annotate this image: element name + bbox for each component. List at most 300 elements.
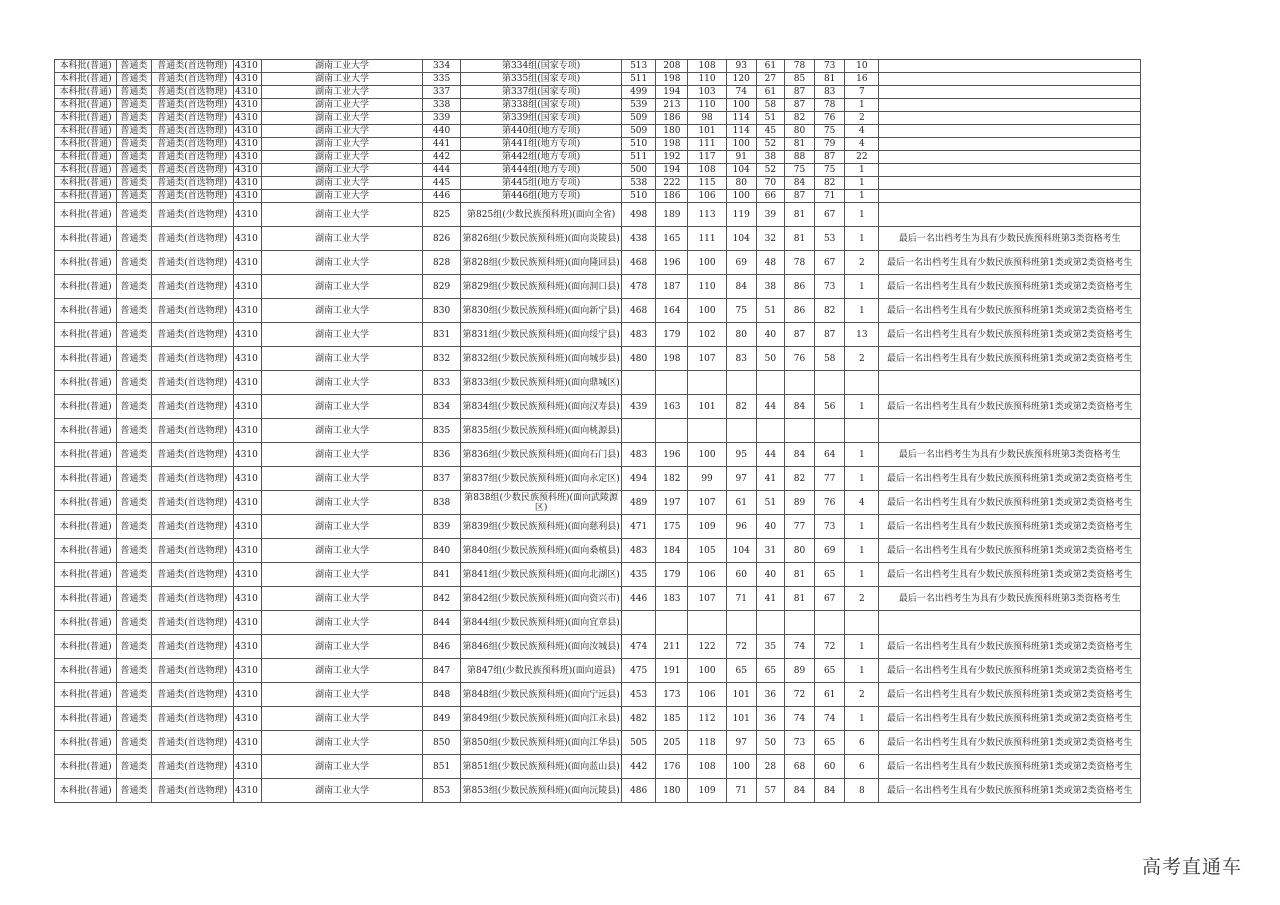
cell-elective-score: 70 [756, 177, 784, 190]
cell-elective-score: 51 [756, 112, 784, 125]
cell-total-score: 446 [622, 587, 656, 611]
cell-remark [879, 164, 1141, 177]
cell-foreign-lang-score: 103 [688, 86, 726, 99]
cell-elective-score: 45 [756, 125, 784, 138]
cell-category: 普通类 [117, 395, 151, 419]
cell-rank-b [815, 611, 845, 635]
cell-chinese-math-score: 189 [656, 203, 688, 227]
cell-preferred-subject-score: 97 [726, 731, 756, 755]
table-row [55, 731, 1141, 755]
cell-preferred-subject-score [726, 611, 756, 635]
cell-school-name: 湖南工业大学 [262, 491, 423, 515]
cell-rank-a: 74 [784, 707, 814, 731]
cell-batch: 本科批(普通) [55, 190, 117, 203]
cell-foreign-lang-score: 102 [688, 323, 726, 347]
cell-chinese-math-score: 186 [656, 190, 688, 203]
table-row [55, 190, 1141, 203]
cell-rank-b: 67 [815, 587, 845, 611]
cell-group-name: 第836组(少数民族预科班)(面向石门县) [461, 443, 622, 467]
cell-rank-b: 82 [815, 299, 845, 323]
cell-total-score: 438 [622, 227, 656, 251]
cell-elective-score [756, 611, 784, 635]
cell-remark: 最后一名出档考生具有少数民族预科班第1类或第2类资格考生 [879, 683, 1141, 707]
cell-school-code: 4310 [233, 539, 261, 563]
cell-preferred-subject-score: 82 [726, 395, 756, 419]
cell-rank-a: 84 [784, 177, 814, 190]
cell-school-name: 湖南工业大学 [262, 563, 423, 587]
cell-rank-b: 73 [815, 515, 845, 539]
cell-remark: 最后一名出档考生为具有少数民族预科班第3类资格考生 [879, 227, 1141, 251]
cell-chinese-math-score: 180 [656, 779, 688, 803]
cell-category: 普通类 [117, 138, 151, 151]
cell-school-code: 4310 [233, 755, 261, 779]
cell-category: 普通类 [117, 99, 151, 112]
cell-rank-b: 61 [815, 683, 845, 707]
cell-remark: 最后一名出档考生具有少数民族预科班第1类或第2类资格考生 [879, 323, 1141, 347]
cell-remark: 最后一名出档考生具有少数民族预科班第1类或第2类资格考生 [879, 755, 1141, 779]
cell-subject-type: 普通类(首选物理) [151, 125, 233, 138]
cell-elective-score: 35 [756, 635, 784, 659]
cell-preferred-subject-score: 95 [726, 443, 756, 467]
cell-subject-type: 普通类(首选物理) [151, 515, 233, 539]
cell-subject-type: 普通类(首选物理) [151, 443, 233, 467]
cell-total-score: 511 [622, 151, 656, 164]
cell-school-name: 湖南工业大学 [262, 515, 423, 539]
cell-remark: 最后一名出档考生具有少数民族预科班第1类或第2类资格考生 [879, 707, 1141, 731]
cell-category: 普通类 [117, 707, 151, 731]
table-row [55, 419, 1141, 443]
cell-chinese-math-score: 183 [656, 587, 688, 611]
cell-subject-type: 普通类(首选物理) [151, 203, 233, 227]
cell-rank-b: 76 [815, 112, 845, 125]
cell-group-name: 第838组(少数民族预科班)(面向武陵源区) [461, 491, 622, 515]
cell-batch: 本科批(普通) [55, 683, 117, 707]
table-row [55, 347, 1141, 371]
cell-category: 普通类 [117, 491, 151, 515]
cell-preferred-subject-score: 114 [726, 112, 756, 125]
cell-total-score [622, 611, 656, 635]
table-row [55, 125, 1141, 138]
cell-elective-score: 38 [756, 275, 784, 299]
cell-school-name: 湖南工业大学 [262, 347, 423, 371]
cell-elective-score: 61 [756, 86, 784, 99]
cell-elective-score [756, 371, 784, 395]
cell-rank-b: 69 [815, 539, 845, 563]
cell-chinese-math-score: 222 [656, 177, 688, 190]
cell-school-name: 湖南工业大学 [262, 443, 423, 467]
cell-count: 6 [845, 731, 879, 755]
cell-foreign-lang-score: 99 [688, 467, 726, 491]
cell-elective-score: 50 [756, 347, 784, 371]
cell-group-code: 834 [423, 395, 461, 419]
cell-rank-a: 78 [784, 60, 814, 73]
cell-group-name: 第840组(少数民族预科班)(面向桑植县) [461, 539, 622, 563]
cell-foreign-lang-score: 122 [688, 635, 726, 659]
cell-batch: 本科批(普通) [55, 419, 117, 443]
cell-count: 1 [845, 443, 879, 467]
cell-school-code: 4310 [233, 779, 261, 803]
cell-total-score: 509 [622, 125, 656, 138]
cell-school-code: 4310 [233, 125, 261, 138]
cell-rank-b: 78 [815, 99, 845, 112]
cell-remark: 最后一名出档考生具有少数民族预科班第1类或第2类资格考生 [879, 347, 1141, 371]
cell-preferred-subject-score: 80 [726, 323, 756, 347]
cell-chinese-math-score: 185 [656, 707, 688, 731]
cell-elective-score: 52 [756, 164, 784, 177]
cell-foreign-lang-score: 113 [688, 203, 726, 227]
cell-rank-a: 77 [784, 515, 814, 539]
cell-school-name: 湖南工业大学 [262, 112, 423, 125]
cell-foreign-lang-score: 118 [688, 731, 726, 755]
cell-rank-a: 73 [784, 731, 814, 755]
cell-remark [879, 125, 1141, 138]
cell-school-name: 湖南工业大学 [262, 227, 423, 251]
cell-rank-a: 85 [784, 73, 814, 86]
cell-group-code: 853 [423, 779, 461, 803]
table-row [55, 73, 1141, 86]
cell-batch: 本科批(普通) [55, 151, 117, 164]
cell-batch: 本科批(普通) [55, 659, 117, 683]
cell-elective-score: 51 [756, 299, 784, 323]
cell-group-code: 826 [423, 227, 461, 251]
cell-group-name: 第832组(少数民族预科班)(面向城步县) [461, 347, 622, 371]
cell-count: 13 [845, 323, 879, 347]
cell-preferred-subject-score: 60 [726, 563, 756, 587]
cell-school-code: 4310 [233, 164, 261, 177]
cell-foreign-lang-score: 100 [688, 659, 726, 683]
cell-count: 2 [845, 112, 879, 125]
admission-table [54, 59, 1141, 803]
cell-subject-type: 普通类(首选物理) [151, 467, 233, 491]
cell-group-name: 第848组(少数民族预科班)(面向宁远县) [461, 683, 622, 707]
cell-elective-score: 41 [756, 587, 784, 611]
cell-subject-type: 普通类(首选物理) [151, 611, 233, 635]
cell-school-code: 4310 [233, 203, 261, 227]
cell-chinese-math-score [656, 611, 688, 635]
cell-foreign-lang-score: 111 [688, 138, 726, 151]
cell-batch: 本科批(普通) [55, 299, 117, 323]
table-row [55, 563, 1141, 587]
cell-rank-b: 77 [815, 467, 845, 491]
cell-group-name: 第826组(少数民族预科班)(面向炎陵县) [461, 227, 622, 251]
cell-group-name: 第334组(国家专项) [461, 60, 622, 73]
cell-chinese-math-score: 186 [656, 112, 688, 125]
cell-total-score: 489 [622, 491, 656, 515]
cell-total-score [622, 371, 656, 395]
cell-rank-a: 87 [784, 323, 814, 347]
cell-elective-score: 40 [756, 515, 784, 539]
cell-school-code: 4310 [233, 323, 261, 347]
cell-rank-a: 87 [784, 86, 814, 99]
cell-rank-a: 81 [784, 587, 814, 611]
cell-subject-type: 普通类(首选物理) [151, 419, 233, 443]
cell-rank-a: 80 [784, 539, 814, 563]
table-row [55, 395, 1141, 419]
cell-preferred-subject-score: 61 [726, 491, 756, 515]
cell-subject-type: 普通类(首选物理) [151, 491, 233, 515]
cell-school-name: 湖南工业大学 [262, 190, 423, 203]
cell-group-code: 830 [423, 299, 461, 323]
cell-group-code: 446 [423, 190, 461, 203]
cell-total-score: 486 [622, 779, 656, 803]
cell-preferred-subject-score: 93 [726, 60, 756, 73]
cell-preferred-subject-score: 119 [726, 203, 756, 227]
cell-group-code: 846 [423, 635, 461, 659]
table-row [55, 299, 1141, 323]
cell-school-code: 4310 [233, 177, 261, 190]
cell-school-code: 4310 [233, 371, 261, 395]
cell-batch: 本科批(普通) [55, 177, 117, 190]
cell-foreign-lang-score [688, 371, 726, 395]
cell-category: 普通类 [117, 151, 151, 164]
cell-subject-type: 普通类(首选物理) [151, 587, 233, 611]
cell-category: 普通类 [117, 755, 151, 779]
cell-remark: 最后一名出档考生具有少数民族预科班第1类或第2类资格考生 [879, 539, 1141, 563]
cell-batch: 本科批(普通) [55, 227, 117, 251]
table-row [55, 112, 1141, 125]
cell-group-code: 841 [423, 563, 461, 587]
cell-group-code: 441 [423, 138, 461, 151]
cell-remark [879, 73, 1141, 86]
cell-batch: 本科批(普通) [55, 323, 117, 347]
cell-total-score: 480 [622, 347, 656, 371]
cell-group-name: 第833组(少数民族预科班)(面向鼎城区) [461, 371, 622, 395]
cell-subject-type: 普通类(首选物理) [151, 275, 233, 299]
cell-subject-type: 普通类(首选物理) [151, 299, 233, 323]
cell-foreign-lang-score: 108 [688, 60, 726, 73]
cell-school-name: 湖南工业大学 [262, 371, 423, 395]
cell-group-code: 337 [423, 86, 461, 99]
cell-rank-a [784, 611, 814, 635]
cell-school-name: 湖南工业大学 [262, 60, 423, 73]
cell-preferred-subject-score: 100 [726, 138, 756, 151]
cell-group-name: 第851组(少数民族预科班)(面向蓝山县) [461, 755, 622, 779]
cell-remark [879, 203, 1141, 227]
cell-rank-a: 76 [784, 347, 814, 371]
cell-rank-b: 67 [815, 203, 845, 227]
cell-count [845, 419, 879, 443]
cell-count: 6 [845, 755, 879, 779]
cell-group-name: 第338组(国家专项) [461, 99, 622, 112]
cell-foreign-lang-score: 110 [688, 275, 726, 299]
cell-group-name: 第853组(少数民族预科班)(面向沅陵县) [461, 779, 622, 803]
cell-remark: 最后一名出档考生具有少数民族预科班第1类或第2类资格考生 [879, 491, 1141, 515]
cell-elective-score: 51 [756, 491, 784, 515]
watermark-text: 高考直通车 [1142, 856, 1243, 878]
cell-rank-a: 89 [784, 491, 814, 515]
cell-rank-a: 74 [784, 635, 814, 659]
cell-count: 8 [845, 779, 879, 803]
table-row [55, 86, 1141, 99]
cell-preferred-subject-score: 71 [726, 779, 756, 803]
table-row [55, 99, 1141, 112]
cell-rank-b: 83 [815, 86, 845, 99]
cell-rank-a: 81 [784, 563, 814, 587]
table-row [55, 683, 1141, 707]
cell-school-code: 4310 [233, 112, 261, 125]
cell-group-code: 335 [423, 73, 461, 86]
cell-rank-a: 89 [784, 659, 814, 683]
cell-foreign-lang-score: 101 [688, 125, 726, 138]
cell-school-code: 4310 [233, 347, 261, 371]
cell-category: 普通类 [117, 467, 151, 491]
cell-group-code: 835 [423, 419, 461, 443]
cell-batch: 本科批(普通) [55, 251, 117, 275]
cell-school-code: 4310 [233, 138, 261, 151]
cell-elective-score: 32 [756, 227, 784, 251]
cell-subject-type: 普通类(首选物理) [151, 635, 233, 659]
cell-school-code: 4310 [233, 275, 261, 299]
cell-group-code: 851 [423, 755, 461, 779]
cell-preferred-subject-score: 104 [726, 164, 756, 177]
cell-category: 普通类 [117, 203, 151, 227]
cell-group-name: 第839组(少数民族预科班)(面向慈利县) [461, 515, 622, 539]
cell-rank-a [784, 419, 814, 443]
cell-elective-score: 31 [756, 539, 784, 563]
cell-foreign-lang-score: 115 [688, 177, 726, 190]
cell-batch: 本科批(普通) [55, 467, 117, 491]
cell-elective-score: 40 [756, 563, 784, 587]
cell-chinese-math-score: 208 [656, 60, 688, 73]
cell-school-code: 4310 [233, 190, 261, 203]
cell-chinese-math-score: 196 [656, 443, 688, 467]
cell-school-name: 湖南工业大学 [262, 467, 423, 491]
cell-category: 普通类 [117, 611, 151, 635]
cell-chinese-math-score: 205 [656, 731, 688, 755]
cell-rank-b: 87 [815, 323, 845, 347]
cell-school-name: 湖南工业大学 [262, 539, 423, 563]
cell-group-name: 第831组(少数民族预科班)(面向绥宁县) [461, 323, 622, 347]
cell-subject-type: 普通类(首选物理) [151, 347, 233, 371]
cell-count [845, 371, 879, 395]
cell-total-score: 435 [622, 563, 656, 587]
cell-rank-b: 58 [815, 347, 845, 371]
cell-group-name: 第337组(国家专项) [461, 86, 622, 99]
cell-subject-type: 普通类(首选物理) [151, 707, 233, 731]
cell-school-code: 4310 [233, 60, 261, 73]
cell-group-code: 442 [423, 151, 461, 164]
cell-total-score: 500 [622, 164, 656, 177]
cell-batch: 本科批(普通) [55, 443, 117, 467]
cell-total-score: 513 [622, 60, 656, 73]
cell-subject-type: 普通类(首选物理) [151, 323, 233, 347]
table-row [55, 755, 1141, 779]
cell-chinese-math-score: 165 [656, 227, 688, 251]
cell-group-code: 839 [423, 515, 461, 539]
cell-school-code: 4310 [233, 299, 261, 323]
table-row [55, 635, 1141, 659]
cell-rank-b: 84 [815, 779, 845, 803]
cell-subject-type: 普通类(首选物理) [151, 190, 233, 203]
cell-total-score: 471 [622, 515, 656, 539]
cell-elective-score: 38 [756, 151, 784, 164]
cell-preferred-subject-score [726, 419, 756, 443]
cell-group-code: 445 [423, 177, 461, 190]
cell-rank-a: 78 [784, 251, 814, 275]
cell-remark [879, 60, 1141, 73]
cell-rank-b: 73 [815, 275, 845, 299]
cell-chinese-math-score: 191 [656, 659, 688, 683]
table-row [55, 227, 1141, 251]
cell-batch: 本科批(普通) [55, 347, 117, 371]
cell-group-code: 837 [423, 467, 461, 491]
cell-group-code: 847 [423, 659, 461, 683]
cell-chinese-math-score: 198 [656, 138, 688, 151]
cell-count: 22 [845, 151, 879, 164]
cell-school-name: 湖南工业大学 [262, 177, 423, 190]
cell-remark [879, 99, 1141, 112]
cell-rank-b: 79 [815, 138, 845, 151]
cell-preferred-subject-score [726, 371, 756, 395]
cell-remark: 最后一名出档考生具有少数民族预科班第1类或第2类资格考生 [879, 251, 1141, 275]
cell-elective-score: 44 [756, 443, 784, 467]
cell-group-name: 第828组(少数民族预科班)(面向隆回县) [461, 251, 622, 275]
cell-group-code: 334 [423, 60, 461, 73]
cell-total-score: 475 [622, 659, 656, 683]
cell-rank-b: 67 [815, 251, 845, 275]
cell-foreign-lang-score: 109 [688, 779, 726, 803]
cell-group-name: 第339组(国家专项) [461, 112, 622, 125]
cell-batch: 本科批(普通) [55, 371, 117, 395]
cell-group-name: 第442组(地方专项) [461, 151, 622, 164]
cell-subject-type: 普通类(首选物理) [151, 395, 233, 419]
cell-chinese-math-score: 194 [656, 86, 688, 99]
cell-foreign-lang-score: 105 [688, 539, 726, 563]
cell-category: 普通类 [117, 251, 151, 275]
cell-school-name: 湖南工业大学 [262, 587, 423, 611]
cell-elective-score: 58 [756, 99, 784, 112]
table-row [55, 203, 1141, 227]
cell-school-name: 湖南工业大学 [262, 707, 423, 731]
cell-group-code: 838 [423, 491, 461, 515]
cell-category: 普通类 [117, 371, 151, 395]
cell-total-score: 468 [622, 251, 656, 275]
cell-rank-b: 71 [815, 190, 845, 203]
cell-batch: 本科批(普通) [55, 164, 117, 177]
cell-group-code: 444 [423, 164, 461, 177]
cell-chinese-math-score: 163 [656, 395, 688, 419]
cell-subject-type: 普通类(首选物理) [151, 86, 233, 99]
cell-subject-type: 普通类(首选物理) [151, 227, 233, 251]
cell-category: 普通类 [117, 177, 151, 190]
cell-batch: 本科批(普通) [55, 563, 117, 587]
cell-category: 普通类 [117, 73, 151, 86]
cell-total-score: 494 [622, 467, 656, 491]
cell-chinese-math-score: 180 [656, 125, 688, 138]
table-row [55, 151, 1141, 164]
cell-school-name: 湖南工业大学 [262, 299, 423, 323]
cell-rank-a: 81 [784, 138, 814, 151]
cell-school-name: 湖南工业大学 [262, 251, 423, 275]
cell-group-code: 338 [423, 99, 461, 112]
cell-chinese-math-score: 196 [656, 251, 688, 275]
cell-school-name: 湖南工业大学 [262, 659, 423, 683]
cell-rank-a: 82 [784, 467, 814, 491]
cell-group-code: 831 [423, 323, 461, 347]
cell-batch: 本科批(普通) [55, 112, 117, 125]
cell-school-code: 4310 [233, 515, 261, 539]
cell-school-name: 湖南工业大学 [262, 203, 423, 227]
cell-foreign-lang-score: 111 [688, 227, 726, 251]
table-row [55, 60, 1141, 73]
cell-preferred-subject-score: 72 [726, 635, 756, 659]
cell-count: 1 [845, 190, 879, 203]
cell-batch: 本科批(普通) [55, 539, 117, 563]
cell-elective-score: 66 [756, 190, 784, 203]
cell-rank-a: 86 [784, 299, 814, 323]
cell-count: 1 [845, 635, 879, 659]
cell-elective-score: 36 [756, 707, 784, 731]
